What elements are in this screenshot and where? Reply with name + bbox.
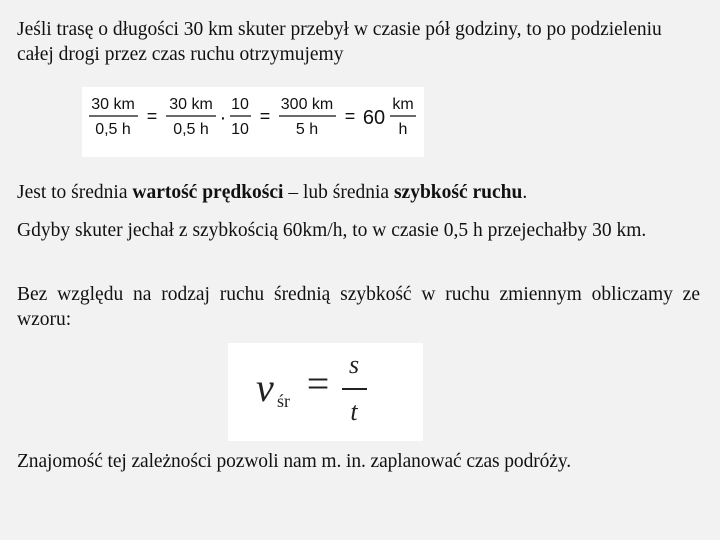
frac3-denominator: 10 — [231, 121, 249, 138]
definition-paragraph — [17, 180, 700, 205]
equals-3: = — [344, 106, 356, 126]
definition-bold-speed: szybkość ruchu — [393, 182, 523, 203]
formula-time-symbol: t — [350, 397, 358, 426]
average-speed-calculation — [82, 87, 424, 157]
unit-numerator: km — [392, 96, 414, 113]
frac4-denominator: 5 h — [295, 121, 319, 138]
frac3-numerator: 10 — [231, 96, 249, 113]
formula-equals: = — [306, 361, 330, 406]
definition-bold-velocity: wartość prędkości — [132, 182, 284, 203]
result-value: 60 — [362, 107, 386, 129]
frac4-numerator: 300 km — [280, 96, 334, 113]
intro-paragraph: Jeśli trasę o długości 30 km skuter przebył w czasie pół godziny, to po podzieleniu całej drogi przez czas ruchu otrzymujemy — [17, 19, 662, 65]
equals-1: = — [146, 106, 158, 126]
definition-text-2: – lub średnia — [283, 182, 394, 203]
unit-denominator: h — [398, 121, 408, 138]
formula-velocity-symbol: v — [256, 365, 274, 410]
equals-2: = — [259, 106, 271, 126]
frac2-numerator: 30 km — [169, 96, 213, 113]
formula-subscript: śr — [277, 391, 290, 411]
formula-distance-symbol: s — [348, 350, 360, 379]
definition-text-3: . — [522, 182, 528, 203]
example-paragraph: Gdyby skuter jechał z szybkością 60km/h, to w czasie 0,5 h przejechałby 30 km. — [17, 220, 647, 241]
frac1-denominator: 0,5 h — [95, 121, 131, 138]
conclusion-paragraph: Znajomość tej zależności pozwoli nam m. in. zaplanować czas podróży. — [17, 451, 571, 472]
frac1-numerator: 30 km — [91, 96, 135, 113]
multiplication-dot: · — [219, 107, 227, 129]
general-paragraph: Bez względu na rodzaj ruchu średnią szybkość w ruchu zmiennym obliczamy ze wzoru: — [17, 284, 700, 330]
definition-text-1: Jest to średnia — [17, 182, 133, 203]
average-speed-formula — [228, 343, 423, 441]
frac2-denominator: 0,5 h — [173, 121, 209, 138]
